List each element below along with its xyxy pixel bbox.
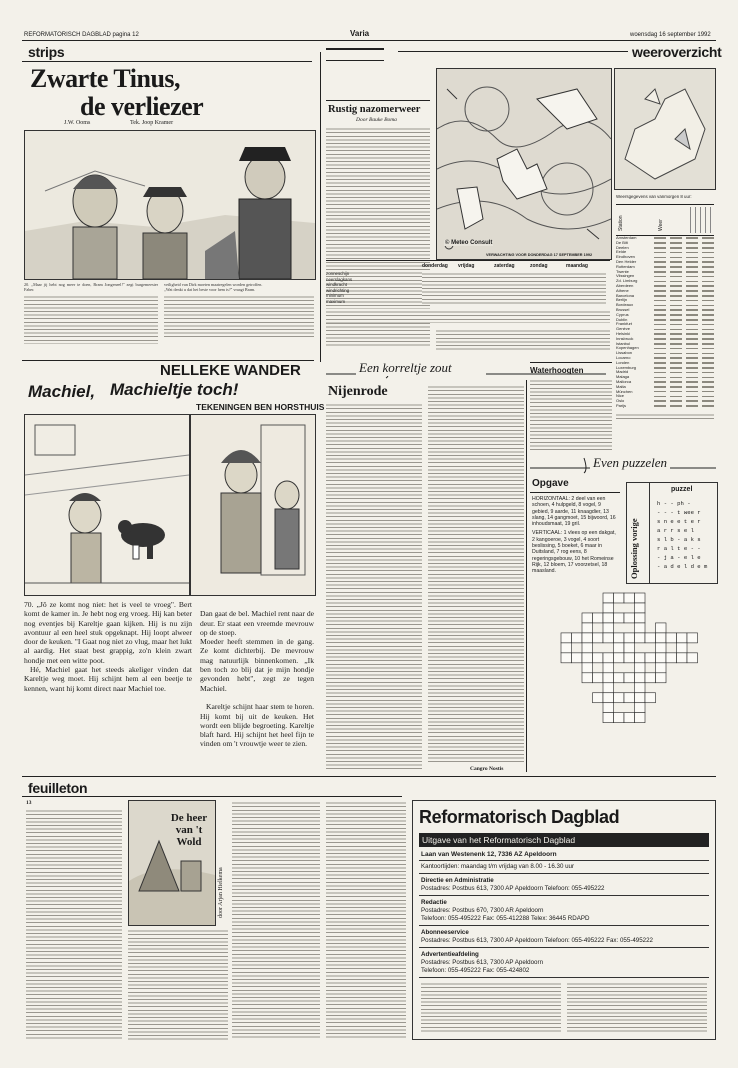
station-col-header: Station <box>618 215 624 231</box>
crossword-cell[interactable] <box>624 653 635 663</box>
feuilleton-column-4 <box>326 800 406 1040</box>
station-values <box>654 377 714 379</box>
crossword-cell[interactable] <box>624 613 635 623</box>
station-values <box>654 362 714 364</box>
crossword-cell[interactable] <box>656 643 667 653</box>
rustig-title: Rustig nazomerweer <box>328 104 421 115</box>
crossword-cell[interactable] <box>614 633 625 643</box>
feuilleton-column-3 <box>232 800 320 1040</box>
station-name: Berlijn <box>616 297 628 303</box>
feuilleton-column-1 <box>26 808 122 1040</box>
crossword-cell[interactable] <box>582 663 593 673</box>
puzzel-horizontaal: HORIZONTAAL: 2 deel van een schoen, 4 hulpgeld, 8 vogel, 9 gebied, 9 aarde, 11 knaagdier, 13 slang, 14 gangmoet, 15 bijwoord, 16 inhoudsmaat, 19 gril. <box>532 496 616 528</box>
rd-hours: Kantoortijden: maandag t/m vrijdag van 8.00 - 16.30 uur <box>421 863 575 870</box>
crossword-cell[interactable] <box>593 693 604 703</box>
weather-map-caption: VERWACHTING VOOR DONDERDAG 17 SEPTEMBER 1992 <box>486 253 593 257</box>
crossword-cell[interactable] <box>572 633 583 643</box>
crossword-cell[interactable] <box>645 633 656 643</box>
crossword-cell[interactable] <box>561 643 572 653</box>
strip-caption-mid: veiligheid van Dirk moeten maatregelen worden getroffen. <box>164 282 263 287</box>
crossword-cell[interactable] <box>603 623 614 633</box>
station-values <box>654 271 714 273</box>
solution-row: - j a - e l e <box>657 554 701 561</box>
feuilleton-author: door Arjan Hielkema <box>218 867 224 918</box>
station-name: Deelen <box>616 244 629 250</box>
crossword-cell[interactable] <box>582 623 593 633</box>
nelleke-caption-right-p1: Dan gaat de bel. Machiel rent naar de deur. Er staat een vreemde mevrouw op de stoep. Moeder heeft stemmen in de gang. Ze komt dichterbij. De mevrouw mag natuurlijk binnenkomen. „Ik ben toch zo blij dat je mijn hondje gevonden hebt", zegt ze tegen Machiel. <box>200 609 314 693</box>
strip-title-line2: de verliezer <box>80 92 204 121</box>
crossword-cell[interactable] <box>635 653 646 663</box>
crossword-cell[interactable] <box>645 653 656 663</box>
crossword-cell[interactable] <box>593 613 604 623</box>
crossword-cell[interactable] <box>624 593 635 603</box>
feuilleton-section-label: feuilleton <box>28 780 88 796</box>
crossword-cell[interactable] <box>603 693 614 703</box>
station-table-label: Weersgegevens van vanmorgen 8 uur: <box>616 194 692 199</box>
crossword-cell[interactable] <box>677 643 688 653</box>
crossword-cell[interactable] <box>635 593 646 603</box>
station-values <box>654 367 714 369</box>
crossword-cell[interactable] <box>603 683 614 693</box>
crossword-cell[interactable] <box>635 623 646 633</box>
station-values <box>654 333 714 335</box>
crossword-cell[interactable] <box>582 633 593 643</box>
station-name: Kopenhagen <box>616 345 639 351</box>
station-name: Twente <box>616 268 629 274</box>
crossword-cell[interactable] <box>645 693 656 703</box>
rd-advert-phone: Telefoon: 055-495222 Fax: 055-424802 <box>421 967 530 974</box>
station-values <box>654 242 714 244</box>
station-name: Amsterdam <box>616 235 637 240</box>
strip-caption-text-lines <box>24 294 158 344</box>
rd-title: Reformatorisch Dagblad <box>419 807 620 827</box>
solution-row: r a l t e - - <box>657 545 701 552</box>
crossword-cell[interactable] <box>614 693 625 703</box>
korreltje-title: Nijenrode <box>328 384 388 399</box>
crossword-cell[interactable] <box>603 633 614 643</box>
station-values <box>654 391 714 393</box>
forecast-day-3: zaterdag <box>494 263 515 269</box>
puzzel-verticaal: VERTICAAL: 1 vlees op een dakgat, 2 kangoeroe, 3 vogel, 4 soort beslissing, 5 boeket, 6 maar in Duitsland, 7 rog eens, 8 regeringsgebouw, 10 het Romeinse Rijk, 12 bloem, 17 voorzetsel, 18 maasland. <box>532 530 616 575</box>
station-values <box>654 261 714 263</box>
station-name: Rotterdam <box>616 263 635 269</box>
station-name: Malta <box>616 383 626 389</box>
station-name: Cyprus <box>616 311 629 317</box>
weather-title: weeroverzicht <box>632 44 722 60</box>
forecast-day-4: zondag <box>530 263 548 269</box>
page-header-section: Varia <box>350 29 370 38</box>
korreltje-banner-title: Een korreltje zout <box>356 360 455 376</box>
station-name: Bordeaux <box>616 302 634 308</box>
forecast-row-labels <box>326 271 416 305</box>
crossword-cell[interactable] <box>645 673 656 683</box>
crossword-cell[interactable] <box>666 633 677 643</box>
station-name: Madrid <box>616 369 629 375</box>
nelleke-caption-right-p2: Kareltje schijnt haar stem te horen. Hij komt bij uit de keuken. Het wordt een blijde begroeting. Kareltje blaft hard. Hij schijnt het heel fijn te vinden om 't vrouwtje weer te zien. <box>200 702 314 749</box>
forecast-row-label: maximum <box>326 298 346 304</box>
forecast-day-2: vrijdag <box>458 263 475 269</box>
strip-caption-start: 20. „Maar jij hebt nog meer te doen, Bram Jongeneel!" zegt burgemeester Faber. <box>24 282 158 292</box>
station-name: De Bilt <box>616 239 628 245</box>
crossword-cell[interactable] <box>582 653 593 663</box>
rd-address: Laan van Westenenk 12, 7336 AZ Apeldoorn <box>421 851 557 858</box>
puzzel-banner-title: Even puzzelen <box>590 455 670 471</box>
puzzel-title: Opgave <box>532 478 569 489</box>
nelleke-caption-left <box>24 600 192 693</box>
strip-illustration <box>24 130 316 280</box>
korreltje-column-2 <box>428 384 524 764</box>
strip-credit-drawing: Tek. Joop Kramer <box>130 120 174 126</box>
forecast-footnote <box>326 309 610 323</box>
station-name: Malaga <box>616 374 630 380</box>
feuilleton-book-title: De heer van 't Wold <box>170 812 208 848</box>
crossword-cell[interactable] <box>561 633 572 643</box>
rd-terms-right <box>567 981 707 1033</box>
crossword-grid <box>560 592 700 754</box>
crossword-cell[interactable] <box>603 663 614 673</box>
station-values <box>654 276 714 278</box>
forecast-day-5: maandag <box>566 263 588 269</box>
rd-direction: Postadres: Postbus 613, 7300 AP Apeldoorn Telefoon: 055-495222 <box>421 885 605 892</box>
forecast-day-1: donderdag <box>422 263 448 269</box>
korreltje-divider <box>526 380 527 772</box>
solution-box <box>626 482 718 584</box>
strip-caption-left <box>24 282 158 352</box>
rd-advert-heading: Advertentieafdeling <box>421 951 479 958</box>
weather-map <box>436 68 612 260</box>
crossword-cell[interactable] <box>687 633 698 643</box>
station-values <box>654 357 714 359</box>
station-name: Londen <box>616 359 630 365</box>
station-values <box>654 343 714 345</box>
nelleke-caption-left-p2: Hé, Machiel gaat het steeds akeliger vinden dat Kareltje weg moet. Hij schijnt hem al een beetje te kennen, want hij komt direct naar Machiel toe. <box>24 665 192 693</box>
station-values <box>654 281 714 283</box>
station-values <box>654 309 714 311</box>
feuilleton-rule <box>22 776 716 777</box>
crossword-cell[interactable] <box>656 653 667 663</box>
crossword-cell[interactable] <box>687 653 698 663</box>
nelleke-drawings-credit: TEKENINGEN BEN HORSTHUIS <box>196 402 325 412</box>
forecast-row-label: minimum <box>326 293 344 299</box>
station-name: Brussel <box>616 306 630 312</box>
nelleke-title: NELLEKE WANDER <box>160 362 301 379</box>
nelleke-caption-right <box>200 600 314 758</box>
crossword-cell[interactable] <box>656 633 667 643</box>
forecast-row-label: windrichting <box>326 287 350 293</box>
forecast-row-label: zonneschijn <box>326 271 350 276</box>
station-values <box>654 405 714 407</box>
rd-direction-heading: Directie en Administratie <box>421 877 494 884</box>
solution-row: h - - ph - <box>657 500 691 507</box>
station-name: München <box>616 388 633 394</box>
solution-row: - - - t wee r <box>657 509 701 516</box>
solution-grid <box>657 499 707 571</box>
rd-abonnee-heading: Abonneeservice <box>421 929 469 936</box>
crossword-cell[interactable] <box>624 693 635 703</box>
station-table-header <box>616 204 714 236</box>
strips-rule <box>22 61 312 62</box>
crossword-cell[interactable] <box>593 673 604 683</box>
crossword-cell[interactable] <box>593 633 604 643</box>
crossword-cell[interactable] <box>624 633 635 643</box>
weather-col-header: Weer <box>658 219 664 231</box>
station-values <box>654 329 714 331</box>
nelleke-subtitle-b: Machieltje toch! <box>110 380 239 399</box>
europe-map <box>614 68 716 190</box>
page-header-date: woensdag 16 september 1992 <box>630 32 711 38</box>
feuilleton-page-num: 13 <box>26 800 32 806</box>
station-name: Oslo <box>616 398 625 404</box>
station-name: Vlissingen <box>616 273 635 279</box>
waterhoogten-title: Waterhoogten <box>530 366 584 375</box>
station-values <box>654 319 714 321</box>
station-values <box>654 295 714 297</box>
station-values <box>654 348 714 350</box>
nelleke-illustration-left <box>24 414 190 596</box>
station-name: Frankfurt <box>616 321 633 327</box>
crossword-cell[interactable] <box>582 673 593 683</box>
crossword-cell[interactable] <box>656 663 667 673</box>
crossword-cell[interactable] <box>603 593 614 603</box>
station-values <box>654 381 714 383</box>
crossword-cell[interactable] <box>561 653 572 663</box>
rd-abonnee: Postadres: Postbus 613, 7300 AP Apeldoorn Telefoon: 055-495222 Fax: 055-495222 <box>421 937 653 944</box>
rd-terms-left <box>421 981 561 1033</box>
header-rule <box>22 40 716 41</box>
station-name: Aberdeen <box>616 282 634 288</box>
crossword-cell[interactable] <box>635 693 646 703</box>
station-table-footnote <box>616 412 714 420</box>
station-values <box>654 285 714 287</box>
station-values <box>654 396 714 398</box>
station-row <box>616 404 714 409</box>
nelleke-caption-left-p1: 70. „Jô ze komt nog niet: het is veel te vroeg". Bert komt de kamer in. Je hebt nog erg vroeg. Hij kan beter nog eventjes bij Kareltje gaan kijken. Hij is nu zijn avontuur al een heel stuk opgeknapt. Hij loopt alweer door de keuken. "I Gaat nog niet zo vlug, maar het lukt al aardig. Het staat best grappig, zo'n klein zwart hondje met een witte poot. <box>24 600 192 665</box>
crossword-cell[interactable] <box>603 603 614 613</box>
forecast-day-headers <box>422 263 602 269</box>
rd-redactie-heading: Redactie <box>421 899 447 906</box>
rd-redactie-address: Postadres: Postbus 670, 7300 AR Apeldoorn <box>421 907 544 914</box>
crossword-cell[interactable] <box>603 703 614 713</box>
weather-map-credit: © Meteo Consult <box>445 240 493 246</box>
strip-caption-right-lines <box>164 294 314 338</box>
crossword-cell[interactable] <box>656 673 667 683</box>
station-values <box>654 338 714 340</box>
station-name: Genève <box>616 326 631 332</box>
crossword-cell[interactable] <box>614 713 625 723</box>
crossword-cell[interactable] <box>635 713 646 723</box>
forecast-row-label: neerslagkans <box>326 276 353 282</box>
rd-advert-address: Postadres: Postbus 613, 7300 AP Apeldoorn <box>421 959 544 966</box>
solution-row: s n e e t e r <box>657 518 701 525</box>
crossword-cell[interactable] <box>614 613 625 623</box>
solution-side-label: Oplossing vorige <box>629 518 639 579</box>
crossword-cell[interactable] <box>572 653 583 663</box>
crossword-cell[interactable] <box>624 713 635 723</box>
station-values <box>654 266 714 268</box>
solution-box-title: puzzel <box>671 486 693 493</box>
crossword-cell[interactable] <box>614 643 625 653</box>
station-name: Parijs <box>616 402 627 408</box>
rd-info-box <box>412 800 716 1040</box>
crossword-cell[interactable] <box>614 593 625 603</box>
feuilleton-column-2 <box>128 928 228 1040</box>
solution-row: a r r s e l <box>657 527 694 534</box>
crossword-cell[interactable] <box>603 613 614 623</box>
crossword-cell[interactable] <box>624 643 635 653</box>
rustig-byline: Door Bauke Boma <box>356 117 397 123</box>
station-name: Luxemburg <box>616 364 637 370</box>
crossword-cell[interactable] <box>635 613 646 623</box>
station-values <box>654 300 714 302</box>
page-header-left: REFORMATORISCH DAGBLAD pagina 12 <box>24 32 139 38</box>
nelleke-top-rule <box>22 360 314 361</box>
crossword-cell[interactable] <box>603 653 614 663</box>
station-values <box>654 372 714 374</box>
crossword-cell[interactable] <box>635 703 646 713</box>
crossword-cell[interactable] <box>666 653 677 663</box>
station-name: Eindhoven <box>616 254 635 260</box>
crossword-cell[interactable] <box>624 673 635 683</box>
station-values <box>654 305 714 307</box>
crossword-cell[interactable] <box>582 643 593 653</box>
rd-redactie-phone: Telefoon: 055-495222 Fax: 055-412288 Telex: 36445 RDAPD <box>421 915 590 922</box>
strip-caption-quote: „Wat denkt u dat het beste voor hem is?" vraagt Bram. <box>164 287 256 292</box>
station-name: Nice <box>616 393 625 399</box>
station-values <box>654 314 714 316</box>
station-values <box>654 290 714 292</box>
crossword-cell[interactable] <box>635 603 646 613</box>
station-name: Den Helder <box>616 258 637 264</box>
solution-row: s l b - a k s <box>657 536 701 543</box>
crossword-cell[interactable] <box>635 663 646 673</box>
station-values <box>654 237 714 239</box>
station-values <box>654 386 714 388</box>
station-name: Innsbruck <box>616 335 634 341</box>
solution-row: - a d e l d e m <box>657 563 708 570</box>
rd-subtitle: Uitgave van het Reformatorisch Dagblad <box>419 833 709 847</box>
crossword-cell[interactable] <box>677 633 688 643</box>
nelleke-illustration-right <box>190 414 316 596</box>
station-name: Athene <box>616 287 629 293</box>
crossword-cell[interactable] <box>603 713 614 723</box>
crossword-cell[interactable] <box>656 623 667 633</box>
feuilleton-author-box <box>216 810 228 920</box>
crossword-cell[interactable] <box>635 673 646 683</box>
station-name: Zd. Limburg <box>616 278 638 284</box>
forecast-row-label: windkracht <box>326 282 347 288</box>
column-divider <box>320 52 321 362</box>
station-list <box>616 236 714 409</box>
puzzel-clues <box>532 496 618 575</box>
crossword-cell[interactable] <box>677 653 688 663</box>
crossword-cell[interactable] <box>614 653 625 663</box>
station-name: Eelde <box>616 249 627 255</box>
station-values <box>654 247 714 249</box>
crossword-cell[interactable] <box>635 683 646 693</box>
strip-credit-text: J.W. Ooms <box>64 120 91 126</box>
crossword-cell[interactable] <box>614 673 625 683</box>
station-name: Dublin <box>616 316 628 322</box>
nelleke-subtitle-a: Machiel, <box>28 382 96 401</box>
crossword-cell[interactable] <box>582 613 593 623</box>
waterhoogten-body <box>530 378 612 450</box>
korreltje-column-1 <box>326 402 422 770</box>
station-values <box>654 257 714 259</box>
crossword-cell[interactable] <box>635 633 646 643</box>
crossword-cell[interactable] <box>593 653 604 663</box>
station-name: Barcelona <box>616 292 635 298</box>
crossword-cell[interactable] <box>603 673 614 683</box>
korreltje-signature: Cangro Nostis <box>470 766 504 772</box>
station-values <box>654 400 714 402</box>
station-values <box>654 252 714 254</box>
forecast-table <box>326 260 610 327</box>
strip-title-line1: Zwarte Tinus, <box>30 64 181 93</box>
strips-section-label: strips <box>28 44 65 60</box>
forecast-values <box>422 271 606 305</box>
weather-text-continued <box>436 328 610 350</box>
station-name: Istanbul <box>616 340 631 346</box>
strip-caption-right <box>164 282 314 352</box>
station-values <box>654 353 714 355</box>
station-name: Mallorca <box>616 378 632 384</box>
station-name: Helsinki <box>616 330 631 336</box>
station-name: Lissabon <box>616 350 633 356</box>
station-values <box>654 324 714 326</box>
station-name: Locarno <box>616 354 631 360</box>
